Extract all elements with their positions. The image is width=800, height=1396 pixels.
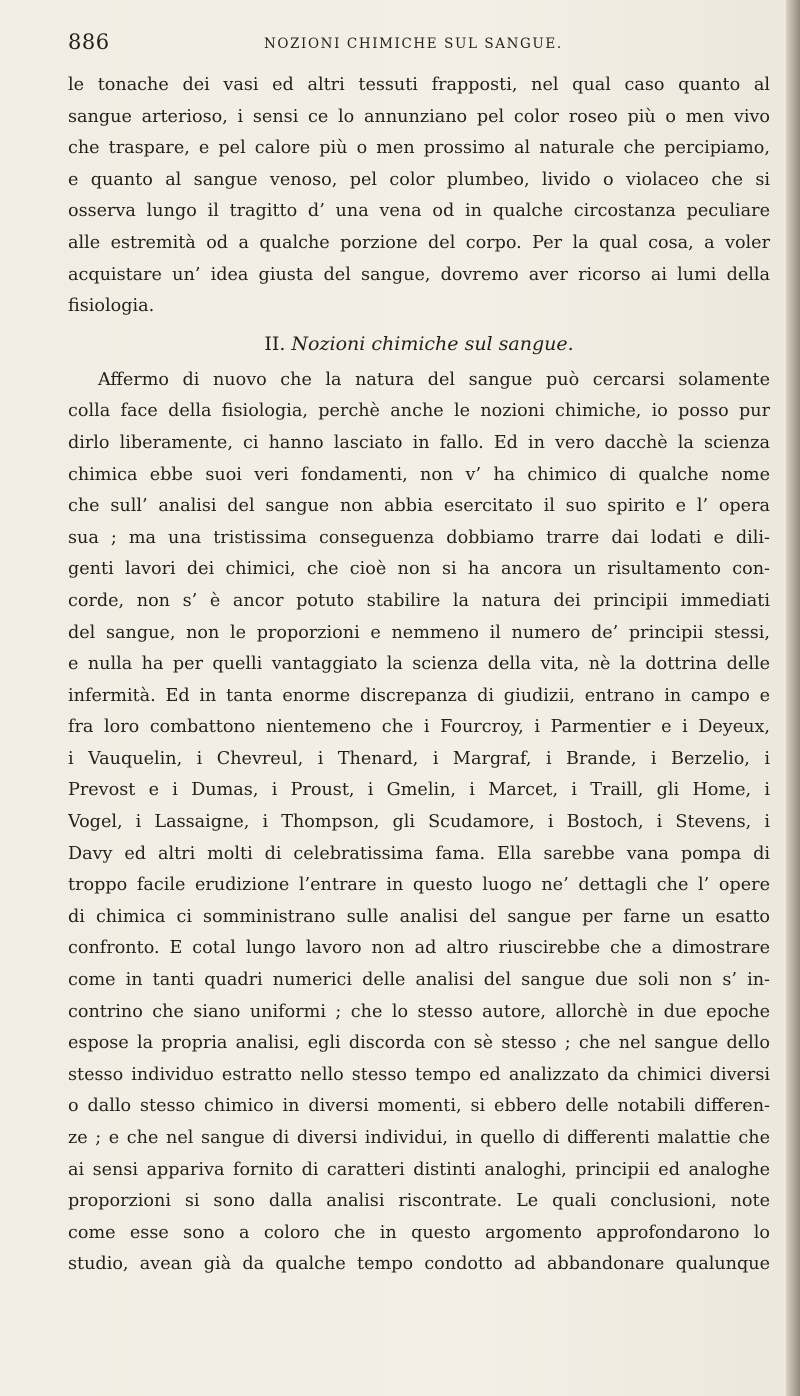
section-heading — [68, 323, 770, 365]
text-line: espose la propria analisi, egli discorda con sè stesso ; che nel sangue dello — [68, 1033, 770, 1054]
page-number: 886 — [68, 30, 110, 54]
text-line: confronto. E cotal lungo lavoro non ad altro riuscirebbe che a dimostrare — [68, 938, 770, 959]
text-line: dirlo liberamente, ci hanno lasciato in fallo. Ed in vero dacchè la scienza — [68, 432, 770, 453]
text-line: sua ; ma una tristissima conseguenza dobbiamo trarre dai lodati e dili- — [68, 527, 770, 548]
text-line: ze ; e che nel sangue di diversi individui, in quello di differenti malattie che — [68, 1128, 770, 1148]
text-line: chimica ebbe suoi veri fondamenti, non v’ ha chimico di qualche nome — [68, 464, 770, 485]
text-line: sangue arterioso, i sensi ce lo annunziano pel color roseo più o men vivo — [68, 106, 770, 127]
text-line: Affermo di nuovo che la natura del sangue può cercarsi solamente — [98, 369, 770, 390]
text-line: fra loro combattono nientemeno che i Fourcroy, i Parmentier e i Deyeux, — [68, 717, 770, 738]
text-line: stesso individuo estratto nello stesso tempo ed analizzato da chimici diversi — [68, 1064, 770, 1085]
section-number: II. — [264, 332, 286, 355]
paragraph-2 — [68, 365, 770, 1281]
text-line: le tonache dei vasi ed altri tessuti frapposti, nel qual caso quanto al — [68, 75, 770, 95]
body-text — [68, 70, 770, 1281]
text-line: fisiologia. — [68, 296, 155, 317]
text-line: alle estremità od a qualche porzione del corpo. Per la qual cosa, a voler — [68, 232, 770, 253]
page-edge-shadow — [786, 0, 800, 1396]
text-line: osserva lungo il tragitto d’ una vena od in qualche circostanza peculiare — [68, 201, 770, 222]
text-line: infermità. Ed in tanta enorme discrepanza di giudizii, entrano in campo e — [68, 685, 770, 706]
running-header — [68, 30, 768, 56]
text-line: o dallo stesso chimico in diversi momenti, si ebbero delle notabili differen- — [68, 1096, 770, 1117]
text-line: ai sensi appariva fornito di caratteri distinti analoghi, principii ed analoghe — [68, 1159, 770, 1180]
text-line: studio, avean già da qualche tempo condotto ad abbandonare qualunque — [68, 1254, 770, 1275]
running-title: NOZIONI CHIMICHE SUL SANGUE. — [264, 36, 563, 52]
text-line: genti lavori dei chimici, che cioè non si ha ancora un risultamento con- — [68, 559, 770, 580]
text-line: acquistare un’ idea giusta del sangue, dovremo aver ricorso ai lumi della — [68, 264, 770, 285]
text-line: colla face della fisiologia, perchè anche le nozioni chimiche, io posso pur — [68, 401, 770, 422]
text-line: Vogel, i Lassaigne, i Thompson, gli Scudamore, i Bostoch, i Stevens, i — [68, 812, 770, 833]
text-line: troppo facile erudizione l’entrare in questo luogo ne’ dettagli che l’ opere — [68, 875, 770, 896]
text-line: proporzioni si sono dalla analisi riscontrate. Le quali conclusioni, note — [68, 1191, 770, 1212]
text-line: Prevost e i Dumas, i Proust, i Gmelin, i Marcet, i Traill, gli Home, i — [68, 780, 770, 801]
text-line: di chimica ci somministrano sulle analisi del sangue per farne un esatto — [68, 906, 770, 927]
text-line: e quanto al sangue venoso, pel color plumbeo, livido o violaceo che si — [68, 169, 770, 190]
text-line: i Vauquelin, i Chevreul, i Thenard, i Margraf, i Brande, i Berzelio, i — [68, 748, 770, 769]
text-line: del sangue, non le proporzioni e nemmeno il numero de’ principii stessi, — [68, 622, 770, 643]
text-line: Davy ed altri molti di celebratissima fama. Ella sarebbe vana pompa di — [68, 843, 770, 864]
text-line: contrino che siano uniformi ; che lo stesso autore, allorchè in due epoche — [68, 1001, 770, 1022]
text-line: che sull’ analisi del sangue non abbia esercitato il suo spirito e l’ opera — [68, 496, 770, 517]
text-line: che traspare, e pel calore più o men prossimo al naturale che percipiamo, — [68, 138, 770, 159]
paragraph-1 — [68, 70, 770, 323]
text-line: come esse sono a coloro che in questo argomento approfondarono lo — [68, 1222, 770, 1243]
text-line: come in tanti quadri numerici delle analisi del sangue due soli non s’ in- — [68, 970, 770, 991]
text-line: e nulla ha per quelli vantaggiato la scienza della vita, nè la dottrina delle — [68, 654, 770, 675]
text-line: corde, non s’ è ancor potuto stabilire la natura dei principii immediati — [68, 590, 770, 611]
section-title: Nozioni chimiche sul sangue. — [291, 332, 574, 355]
